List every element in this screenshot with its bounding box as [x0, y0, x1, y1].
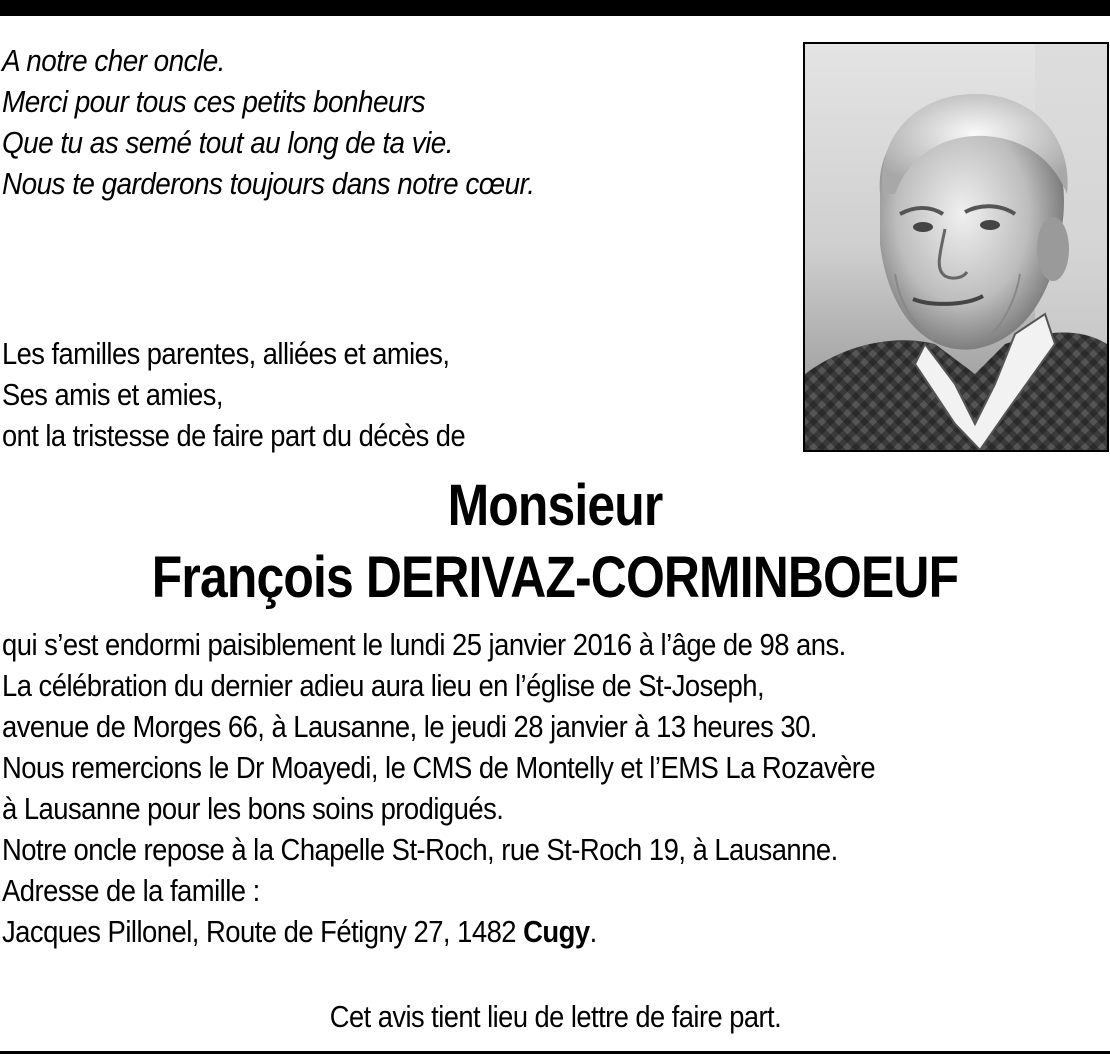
- portrait-image: [805, 44, 1107, 450]
- body-line: Nous remercions le Dr Moayedi, le CMS de Montelly et l’EMS La Rozavère: [2, 750, 876, 785]
- address-place: Cugy: [523, 914, 590, 949]
- body-line: à Lausanne pour les bons soins prodigués.: [2, 791, 504, 826]
- announcement-intro: [2, 333, 465, 456]
- dedication-verse: [2, 40, 534, 204]
- footer-note: [0, 996, 1110, 1037]
- deceased-full-name: François DERIVAZ-CORMINBOEUF: [151, 545, 959, 610]
- verse-line: Que tu as semé tout au long de ta vie.: [2, 125, 453, 160]
- verse-line: Nous te garderons toujours dans notre cœur.: [2, 166, 535, 201]
- deceased-name-block: [0, 470, 1110, 614]
- intro-line: Les familles parentes, alliées et amies,: [2, 336, 450, 371]
- intro-line: ont la tristesse de faire part du décès de: [2, 418, 466, 453]
- body-line: qui s’est endormi paisiblement le lundi 25 janvier 2016 à l’âge de 98 ans.: [2, 627, 846, 662]
- footer-note-text: Cet avis tient lieu de lettre de faire part.: [329, 999, 781, 1034]
- body-line: La célébration du dernier adieu aura lieu en l’église de St-Joseph,: [2, 668, 765, 703]
- family-address: [2, 911, 875, 952]
- verse-line: Merci pour tous ces petits bonheurs: [2, 84, 426, 119]
- address-text: Jacques Pillonel, Route de Fétigny 27, 1482: [2, 914, 524, 949]
- honorific-title: Monsieur: [447, 473, 663, 538]
- portrait-photo: [803, 42, 1109, 452]
- body-line: Adresse de la famille :: [2, 873, 260, 908]
- address-end: .: [589, 914, 597, 949]
- announcement-body: [2, 624, 875, 952]
- body-line: Notre oncle repose à la Chapelle St-Roch, rue St-Roch 19, à Lausanne.: [2, 832, 838, 867]
- bottom-border-rule: [0, 1051, 1110, 1054]
- body-line: avenue de Morges 66, à Lausanne, le jeudi 28 janvier à 13 heures 30.: [2, 709, 817, 744]
- top-border-rule: [0, 0, 1110, 16]
- verse-line: A notre cher oncle.: [2, 43, 225, 78]
- intro-line: Ses amis et amies,: [2, 377, 223, 412]
